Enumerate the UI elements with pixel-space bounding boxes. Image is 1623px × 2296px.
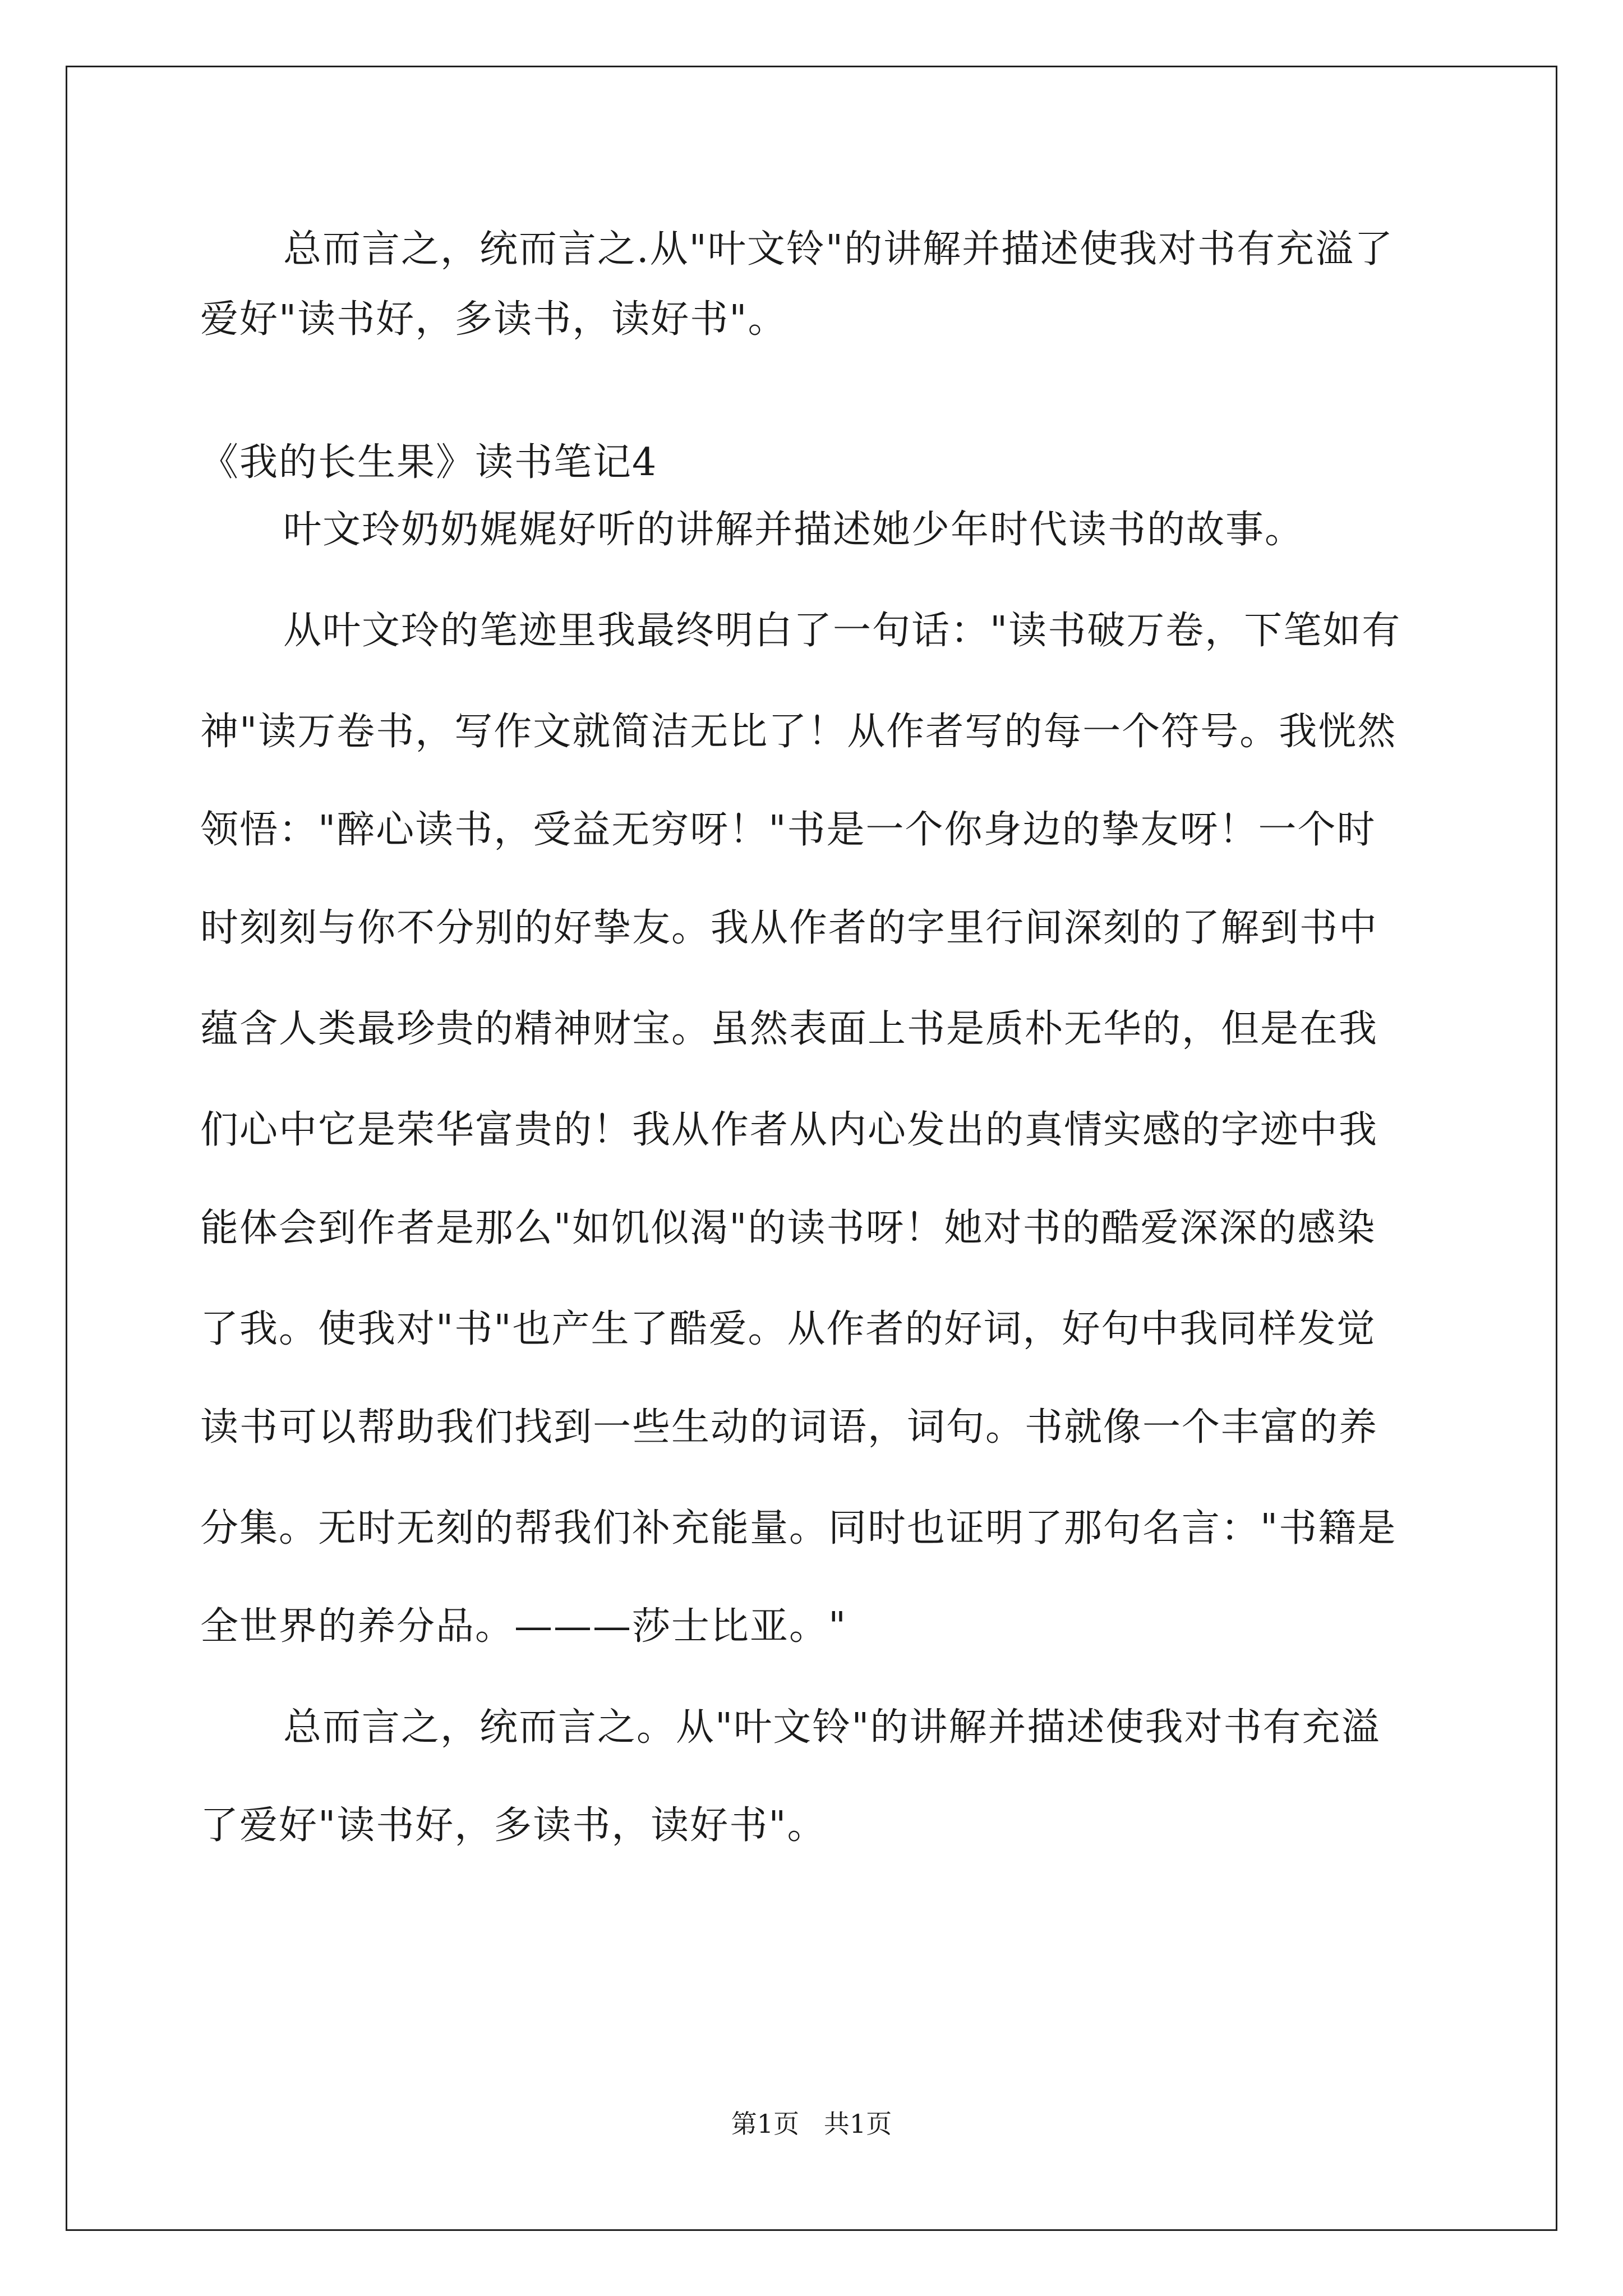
page-number-label: 第1页 共1页 (731, 2109, 892, 2139)
paragraph-line: 从叶文玲的笔迹里我最终明白了一句话："读书破万卷，下笔如有 (283, 609, 1401, 653)
paragraph-line: 总而言之，统而言之.从"叶文铃"的讲解并描述使我对书有充溢了 (283, 227, 1394, 272)
page-number-footer (0, 2108, 1623, 2139)
paragraph-line: 时刻刻与你不分别的好挚友。我从作者的字里行间深刻的了解到书中 (200, 906, 1378, 950)
paragraph-line: 能体会到作者是那么"如饥似渴"的读书呀！她对书的酷爱深深的感染 (200, 1206, 1376, 1250)
paragraph-line: 总而言之，统而言之。从"叶文铃"的讲解并描述使我对书有充溢 (283, 1705, 1381, 1750)
paragraph-line: 了爱好"读书好，多读书，读好书"。 (200, 1803, 827, 1848)
paragraph-line: 全世界的养分品。———莎士比亚。" (200, 1604, 847, 1649)
paragraph-line: 神"读万卷书，写作文就简洁无比了！从作者写的每一个符号。我恍然 (200, 710, 1397, 754)
paragraph-line: 领悟："醉心读书，受益无穷呀！"书是一个你身边的挚友呀！一个时 (200, 808, 1376, 852)
paragraph-line: 了我。使我对"书"也产生了酷爱。从作者的好词，好句中我同样发觉 (200, 1307, 1376, 1351)
section-heading: 《我的长生果》读书笔记4 (200, 440, 658, 485)
paragraph-line: 叶文玲奶奶娓娓好听的讲解并描述她少年时代读书的故事。 (283, 508, 1304, 552)
paragraph-line: 们心中它是荣华富贵的！我从作者从内心发出的真情实感的字迹中我 (200, 1108, 1378, 1152)
paragraph-line: 读书可以帮助我们找到一些生动的词语，词句。书就像一个丰富的养 (200, 1405, 1378, 1450)
paragraph-line: 蕴含人类最珍贵的精神财宝。虽然表面上书是质朴无华的，但是在我 (200, 1007, 1378, 1051)
paragraph-line: 爱好"读书好，多读书，读好书"。 (200, 297, 787, 342)
paragraph-line: 分集。无时无刻的帮我们补充能量。同时也证明了那句名言："书籍是 (200, 1506, 1397, 1550)
